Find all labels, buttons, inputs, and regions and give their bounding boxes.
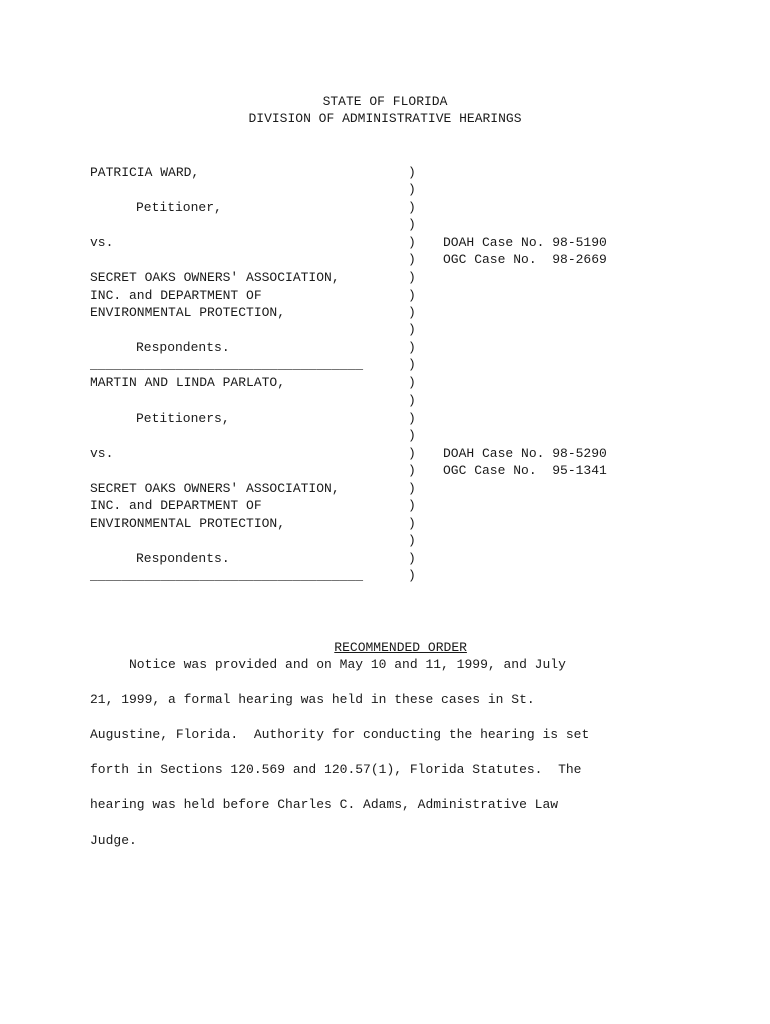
body-line: hearing was held before Charles C. Adams, Administrative Law	[90, 797, 559, 812]
case2-vs: vs.	[90, 446, 114, 461]
case2-respondent-role: Respondents.	[136, 551, 230, 566]
caption-paren: )	[408, 498, 416, 513]
case1-petitioner-role: Petitioner,	[136, 200, 222, 215]
case1-respondent-role: Respondents.	[136, 340, 230, 355]
caption-paren: )	[408, 322, 416, 337]
caption-paren: )	[408, 411, 416, 426]
caption-paren: )	[408, 252, 416, 267]
case1-vs: vs.	[90, 235, 114, 250]
case2-petitioner-role: Petitioners,	[136, 411, 230, 426]
case1-ogc-number: OGC Case No. 98-2669	[443, 252, 607, 267]
caption-paren: )	[408, 516, 416, 531]
body-line: Notice was provided and on May 10 and 11, 1999, and July	[90, 657, 566, 672]
caption-paren: )	[408, 428, 416, 443]
body-line: forth in Sections 120.569 and 120.57(1), Florida Statutes. The	[90, 762, 582, 777]
state-heading: STATE OF FLORIDA	[322, 94, 448, 109]
caption-paren: )	[408, 357, 416, 372]
division-heading: DIVISION OF ADMINISTRATIVE HEARINGS	[248, 111, 522, 126]
caption-paren: )	[408, 393, 416, 408]
case1-respondent-line1: SECRET OAKS OWNERS' ASSOCIATION,	[90, 270, 340, 285]
caption-paren: )	[408, 340, 416, 355]
caption-paren: )	[408, 446, 416, 461]
caption-paren: )	[408, 463, 416, 478]
case2-ogc-number: OGC Case No. 95-1341	[443, 463, 607, 478]
caption-paren: )	[408, 235, 416, 250]
order-title: RECOMMENDED ORDER	[334, 639, 467, 655]
caption-paren: )	[408, 165, 416, 180]
case2-respondent-line2: INC. and DEPARTMENT OF	[90, 498, 262, 513]
caption-paren: )	[408, 568, 416, 583]
caption-paren: )	[408, 533, 416, 548]
caption-paren: )	[408, 182, 416, 197]
case1-respondent-line3: ENVIRONMENTAL PROTECTION,	[90, 305, 286, 320]
case2-respondent-line1: SECRET OAKS OWNERS' ASSOCIATION,	[90, 481, 340, 496]
caption-paren: )	[408, 305, 416, 320]
case2-doah-number: DOAH Case No. 98-5290	[443, 446, 607, 461]
case1-caption-rule: ___________________________________	[90, 357, 364, 372]
case1-petitioner-name: PATRICIA WARD,	[90, 165, 200, 180]
body-line: 21, 1999, a formal hearing was held in these cases in St.	[90, 692, 535, 707]
body-line: Augustine, Florida. Authority for conducting the hearing is set	[90, 727, 590, 742]
caption-paren: )	[408, 481, 416, 496]
case1-doah-number: DOAH Case No. 98-5190	[443, 235, 607, 250]
caption-paren: )	[408, 375, 416, 390]
caption-paren: )	[408, 270, 416, 285]
case2-petitioner-name: MARTIN AND LINDA PARLATO,	[90, 375, 286, 390]
caption-paren: )	[408, 551, 416, 566]
caption-paren: )	[408, 217, 416, 232]
caption-paren: )	[408, 288, 416, 303]
case1-respondent-line2: INC. and DEPARTMENT OF	[90, 288, 262, 303]
caption-paren: )	[408, 200, 416, 215]
body-line: Judge.	[90, 833, 137, 848]
case2-respondent-line3: ENVIRONMENTAL PROTECTION,	[90, 516, 286, 531]
case2-caption-rule: ___________________________________	[90, 568, 364, 583]
